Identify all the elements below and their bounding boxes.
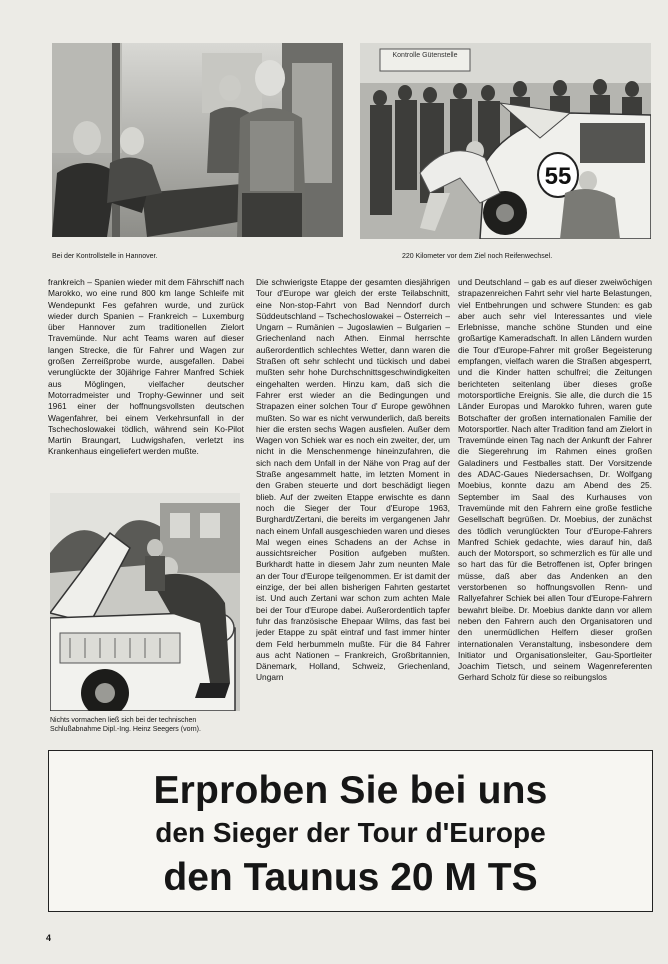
ad-headline: Erproben Sie bei uns <box>153 769 548 812</box>
article-column-2 <box>256 277 450 743</box>
photo-abnahme-scene <box>50 493 240 711</box>
article-column-2-text: Die schwierigste Etappe der gesamten diesjährigen Tour d'Europe war gleich der erste Teilabschnitt, eine Non-stop-Fahrt von Bad Nenndorf durch Süddeutschland – Tschechoslowakei – Österreich – Ungarn – Rumänien – Jugoslawien – Bulgarien – Griechenland nach Athen. Einmal herrschte außerordentlich schlechtes Wetter, dann waren die Straßen oft sehr schlecht und tückisch und dabei mußten sehr hohe Durchschnittsgeschwindigkeiten eingehalten werden. Hinzu kam, daß sich die Fahrer erst wieder an die Bedingungen und Strapazen einer solchen Tour d' Europe gewöhnen mußten. So war es nicht verwunderlich, daß bereits hier die ersten sechs Wagen ausfielen. Außer dem Wagen von Schiek war es noch ein zweiter, der, um nicht in die Menschenmenge hineinzufahren, die sich nach dem Unfall in der Nähe von Prag auf der Straße angesammelt hatte, im letzten Moment in den Graben steuerte und dort beschädigt liegen blieb. Auf der zweiten Etappe erwischte es dann noch die Sieger der Tour d'Europe 1963, Burghardt/Zertani, die bereits im vergangenen Jahr nach einem Unfall ausgeschieden waren und dieses Mal wegen eines Schadens an der Achse in aussichtsreicher Position aufgeben mußten. Burkhardt hatte in diesem Jahr zum neunten Male an der Tour d'Europe teilgenommen. Er ist damit der einzige, der bei allen bisherigen Fahrten gestartet ist. Und auch Zertani war schon zum achten Male bei der Tour d'Europe dabei. Außerordentlich tapfer fuhr das französische Ehepaar Wilms, das fast bei jeder Etappe zu spät eintraf und fast immer hinter dem Feld herbummeln mußte. Für die 84 Fahrer aus acht Nationen – Frankreich, Großbritannien, Dänemark, Holland, Schweiz, Griechenland, Ungarn <box>256 277 450 683</box>
caption-photo2: 220 Kilometer vor dem Ziel noch Reifenwechsel. <box>402 253 553 260</box>
car-start-number: 55 <box>544 163 572 190</box>
sign-kontrolle-text: Kontrolle Gütenstelle <box>392 52 458 59</box>
photo-reifenwechsel <box>360 43 651 239</box>
article-column-3 <box>458 277 652 743</box>
article-column-1-text: frankreich – Spanien wieder mit dem Fährschiff nach Marokko, wo eine rund 800 km lange Schleife mit Wendepunkt Fes gefahren wurde, und zurück wieder durch Spanien – Frankreich – Luxemburg über Hannover zum traditionellen Zielort Travemünde. Nur acht Teams waren auf dieser langen Strecke, die für Fahrer und Wagen zur großen Zerreißprobe wurde, ausgefallen. Dabei verunglückte der 30jährige Fahrer Manfred Schiek aus Möglingen, vielfacher deutscher Motorradmeister und Trophy-Gewinner und seit 1961 einer der hoffnungsvollsten deutschen Wagenfahrer, bei einem Verkehrsunfall in der Tschechoslowakei tödlich, während sein Ko-Pilot Martin Braungart, Ludwigshafen, verletzt ins Krankenhaus eingeliefert werden mußte. <box>48 277 244 457</box>
ad-subline: den Sieger der Tour d'Europe <box>155 817 546 848</box>
photo-kontrollstelle-hannover <box>52 43 343 237</box>
caption-photo3: Nichts vormachen ließ sich bei der technischen Schlußabnahme Dipl.-Ing. Heinz Seegers (vorn). <box>50 717 201 733</box>
article-column-3-text: und Deutschland – gab es auf dieser zweiwöchigen strapazenreichen Fahrt sehr viel harte Belastungen, viel Entbehrungen und schwere Stunden: es gab aber auch sehr viel Interessantes und viele Erlebnisse, manche schöne Stunden und eine großartige Kameradschaft. In allen Ländern wurden die Tour d'Europe-Fahrer mit großer Begeisterung empfangen, vielfach waren die Straßen abgesperrt, und die Kinder hatten schulfrei; die Zeitungen berichteten seitenlang über dieses große motorsportliche Ereignis. Sie alle, die durch die 15 Länder Europas und Marokko fuhren, waren gute Botschafter der großen internationalen Familie der Motorsportler. Nach alter Tradition fand am Zielort in Travemünde einen Tag nach der Ankunft der Fahrer die Siegerehrung im Rahmen eines großen Galadiners und Festballes statt. Der Vorsitzende des ADAC-Gaues Niedersachsen, Dr. Wolfgang Moebius, konnte dazu am Abend des 25. September im Saal des Kurhauses von Travemünde mit den Fahrern eine große festliche Gesellschaft begrüßen. Dr. Moebius, der zunächst des tödlich verunglückten Tour d'Europe-Fahrers Manfred Schiek gedachte, wies darauf hin, daß auch der Motorsport, so schmerzlich es für alle und so hart das für die Betroffenen ist, Opfer bringen müsse, daß aber das Andenken an den verstorbenen so hoffnungsvollen Renn- und Rallyefahrer Schiek bei allen Tour d'Europe-Fahrern bewahrt bleibe. Dr. Moebius dankte dann vor allem neben den Fahrern auch den Organisatoren und den unermüdlichen Helfern dieser großen internationalen Veranstaltung, insbesondere dem Initiator und Organisationsleiter, Gau-Sportleiter Joachim Tietsch, und seinem Wagenreferenten Gerhard Scholz für diese so reibungslos <box>458 277 652 683</box>
page-number: 4 <box>46 933 52 943</box>
photo-technische-abnahme <box>50 493 240 711</box>
caption-photo1: Bei der Kontrollstelle in Hannover. <box>52 253 158 260</box>
ad-model-line: den Taunus 20 M TS <box>163 856 538 899</box>
photo-reifenwechsel-scene <box>360 43 651 239</box>
taunus-advertisement <box>48 750 653 912</box>
photo-kontrollstelle-scene <box>52 43 343 237</box>
article-column-1 <box>48 277 244 483</box>
